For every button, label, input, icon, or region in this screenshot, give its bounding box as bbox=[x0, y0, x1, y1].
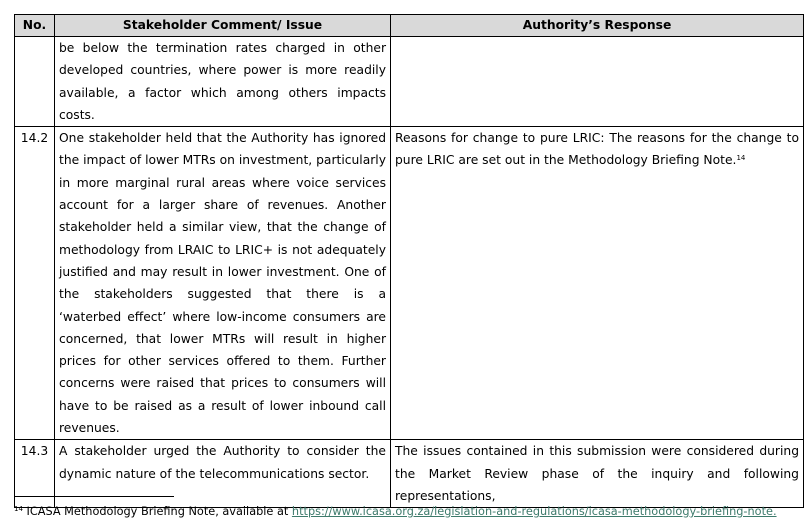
table-row bbox=[15, 37, 804, 127]
response-cell: The issues contained in this submission were considered during the Market Review phase of the inquiry and following representations, bbox=[391, 440, 804, 508]
comment-cell: A stakeholder urged the Authority to consider the dynamic nature of the telecommunications sector. bbox=[55, 440, 391, 508]
response-text: Reasons for change to pure LRIC: The reasons for the change to pure LRIC are set out in the Methodology Briefing Note. bbox=[395, 131, 799, 168]
response-cell bbox=[391, 37, 804, 127]
response-cell bbox=[391, 127, 804, 440]
header-response: Authority’s Response bbox=[391, 15, 804, 37]
table-row bbox=[15, 127, 804, 440]
footnote bbox=[14, 505, 777, 518]
row-number: 14.2 bbox=[15, 127, 55, 440]
comment-cell: be below the termination rates charged in other developed countries, where power is more readily available, a factor which among others impacts costs. bbox=[55, 37, 391, 127]
footnote-separator bbox=[14, 496, 174, 497]
footnote-marker: 14 bbox=[14, 505, 23, 513]
header-comment: Stakeholder Comment/ Issue bbox=[55, 15, 391, 37]
row-number bbox=[15, 37, 55, 127]
comments-table bbox=[14, 14, 804, 508]
comment-cell: One stakeholder held that the Authority has ignored the impact of lower MTRs on investment, particularly in more marginal rural areas where voice services account for a larger share of revenues. Another stakeholder held a similar view, that the change of methodology from LRAIC to LRIC+ is not adequately justified and may result in lower investment. One of the stakeholders suggested that there is a ‘waterbed effect’ where low-income consumers are concerned, that lower MTRs will result in higher prices for other services offered to them. Further concerns were raised that prices to consumers will have to be raised as a result of lower inbound call revenues. bbox=[55, 127, 391, 440]
footnote-text: ICASA Methodology Briefing Note, available at bbox=[22, 505, 292, 518]
table-row bbox=[15, 440, 804, 508]
footnote-link[interactable]: https://www.icasa.org.za/legislation-and-regulations/icasa-methodology-briefing-note. bbox=[291, 505, 777, 518]
footnote-ref[interactable]: 14 bbox=[736, 154, 746, 163]
row-number: 14.3 bbox=[15, 440, 55, 508]
table-header-row bbox=[15, 15, 804, 37]
header-no: No. bbox=[15, 15, 55, 37]
